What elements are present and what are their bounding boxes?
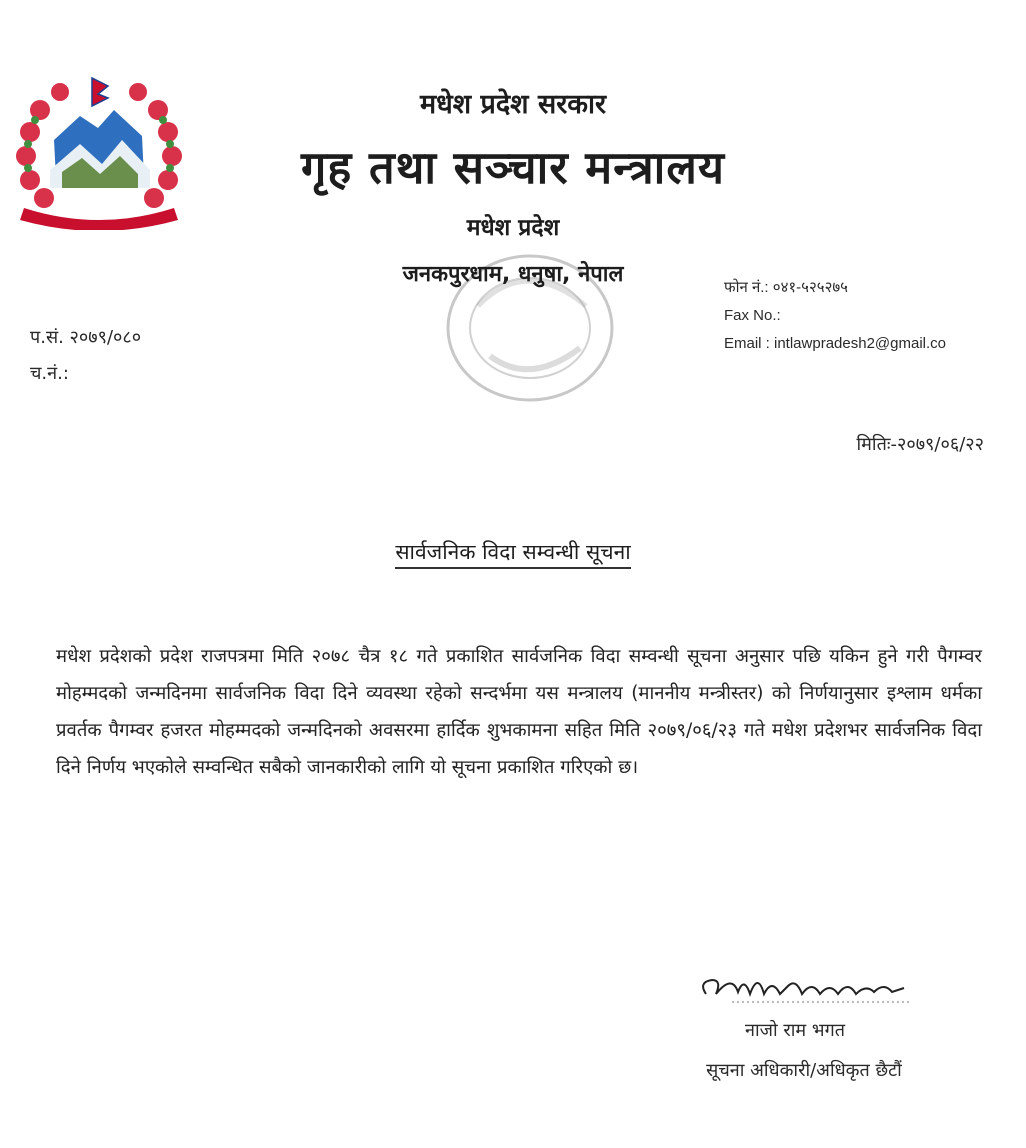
subject-line [0,538,1026,566]
signatory-name: नाजो राम भगत [745,1020,845,1041]
email-address: Email : intlawpradesh2@gmail.co [724,335,946,352]
ministry-heading: गृह तथा सञ्चार मन्त्रालय [301,141,725,194]
reference-block [30,320,141,392]
government-heading: मधेश प्रदेश सरकार [419,89,607,120]
letter-number: प.सं. २०७९/०८० [30,327,142,348]
signatory-title: सूचना अधिकारी/अधिकृत छैटौं [706,1060,902,1081]
notice-body: मधेश प्रदेशको प्रदेश राजपत्रमा मिति २०७८ चैत्र १८ गते प्रकाशित सार्वजनिक विदा सम्वन्धी सूचना अनुसार पछि यकिन हुने गरी पैगम्वर मोहम्मदको जन्मदिनमा सार्वजनिक विदा दिने व्यवस्था रहेको सन्दर्भमा यस मन्त्रालय (माननीय मन्त्रीस्तर) को निर्णयानुसार इश्लाम धर्मका प्रवर्तक पैगम्वर हजरत मोहम्मदको जन्मदिनको अवसरमा हार्दिक शुभकामना सहित मिति २०७९/०६/२३ गते मधेश प्रदेशभर सार्वजनिक विदा दिने निर्णय भएकोले सम्वन्धित सबैको जानकारीको लागि यो सूचना प्रकाशित गरिएको छ। [56,646,982,778]
phone-number: फोन नं.: ०४१-५२५२७५ [724,279,848,296]
letter-date: मितिः-२०७९/०६/२२ [856,434,984,455]
subject-text: सार्वजनिक विदा सम्वन्धी सूचना [395,540,630,569]
handwritten-signature [692,964,932,1014]
address-line: जनकपुरधाम, धनुषा, नेपाल [402,262,624,287]
dispatch-number: च.नं.: [30,363,69,384]
contact-block [724,274,946,358]
fax-number: Fax No.: [724,307,781,324]
province-heading: मधेश प्रदेश [466,215,560,241]
